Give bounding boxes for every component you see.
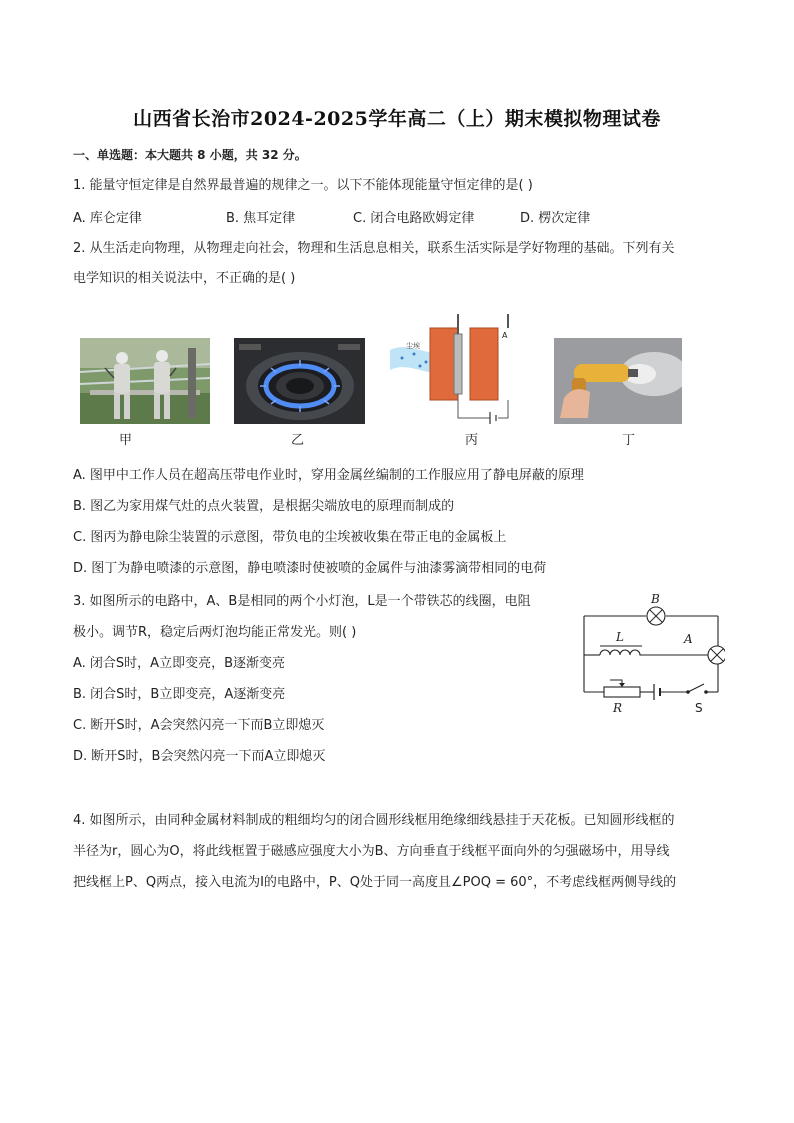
rheostat-icon <box>604 680 640 697</box>
circuit-diagram <box>580 588 725 718</box>
question-3-option-d: D. 断开S时，B会突然闪亮一下而A立即熄灭 <box>73 749 326 764</box>
question-4-line-1: 4. 如图所示，由同种金属材料制成的粗细均匀的闭合圆形线框用绝缘细线悬挂于天花板。已知圆形线框的 <box>73 813 675 828</box>
label-b: B <box>651 592 660 606</box>
question-2-option-d: D. 图丁为静电喷漆的示意图，静电喷漆时使被喷的金属件与油漆雾滴带相同的电荷 <box>73 561 547 576</box>
page-title: 山西省长治市2024-2025学年高二（上）期末模拟物理试卷 <box>133 108 661 130</box>
question-2-option-a: A. 图甲中工作人员在超高压带电作业时，穿用金属丝编制的工作服应用了静电屏蔽的原理 <box>73 468 584 483</box>
lamp-a-icon <box>708 646 725 664</box>
question-1-option-a: A. 库仑定律 <box>73 211 142 226</box>
label-l: L <box>616 630 624 644</box>
question-2-option-b: B. 图乙为家用煤气灶的点火装置，是根据尖端放电的原理而制成的 <box>73 499 455 514</box>
photo-caption-ding: 丁 <box>622 433 636 448</box>
question-3-stem-line-1: 3. 如图所示的电路中，A、B是相同的两个小灯泡，L是一个带铁芯的线圈，电阻 <box>73 594 531 609</box>
question-3-option-b: B. 闭合S时，B立即变亮，A逐渐变亮 <box>73 687 286 702</box>
question-1-options <box>73 207 713 225</box>
question-1-option-d: D. 楞次定律 <box>520 211 591 226</box>
question-4-line-2: 半径为r，圆心为O，将此线框置于磁感应强度大小为B、方向垂直于线框平面向外的匀强磁场中，用导线 <box>73 844 670 859</box>
switch-icon <box>686 684 708 694</box>
photo-caption-yi: 乙 <box>291 433 305 448</box>
lamp-b-icon <box>647 607 665 625</box>
label-r: R <box>613 701 623 715</box>
inductor-coil-icon <box>600 646 644 655</box>
photo-high-voltage-workers <box>80 338 210 424</box>
photo-caption-bing: 丙 <box>465 433 479 448</box>
photo-caption-jia: 甲 <box>119 433 133 448</box>
section-heading: 一、单选题：本大题共 8 小题，共 32 分。 <box>73 148 307 162</box>
battery-icon <box>654 684 660 700</box>
photo-gas-stove-igniter <box>234 338 365 424</box>
question-1-option-c: C. 闭合电路欧姆定律 <box>353 211 475 226</box>
dust-label: 尘埃 <box>406 342 420 350</box>
plate-label: A <box>502 331 508 340</box>
question-3-option-c: C. 断开S时，A会突然闪亮一下而B立即熄灭 <box>73 718 325 733</box>
question-2-stem-line-1: 2. 从生活走向物理，从物理走向社会，物理和生活息息相关，联系生活实际是学好物理的基础。下列有关 <box>73 241 675 256</box>
question-1-stem: 1. 能量守恒定律是自然界最普遍的规律之一。以下不能体现能量守恒定律的是( ) <box>73 178 533 193</box>
question-2-stem-line-2: 电学知识的相关说法中，不正确的是( ) <box>73 271 296 286</box>
label-s: S <box>695 701 703 715</box>
question-2-option-c: C. 图丙为静电除尘装置的示意图，带负电的尘埃被收集在带正电的金属板上 <box>73 530 507 545</box>
question-3-option-a: A. 闭合S时，A立即变亮，B逐渐变亮 <box>73 656 285 671</box>
label-a: A <box>684 632 693 646</box>
question-1-option-b: B. 焦耳定律 <box>226 211 296 226</box>
question-3-stem-line-2: 极小。调节R，稳定后两灯泡均能正常发光。则( ) <box>73 625 357 640</box>
diagram-electrostatic-precipitator <box>390 310 530 426</box>
photo-electrostatic-spray-painting <box>554 338 682 424</box>
question-4-line-3: 把线框上P、Q两点，接入电流为I的电路中，P、Q处于同一高度且∠POQ = 60°，不考虑线框两侧导线的 <box>73 875 677 890</box>
